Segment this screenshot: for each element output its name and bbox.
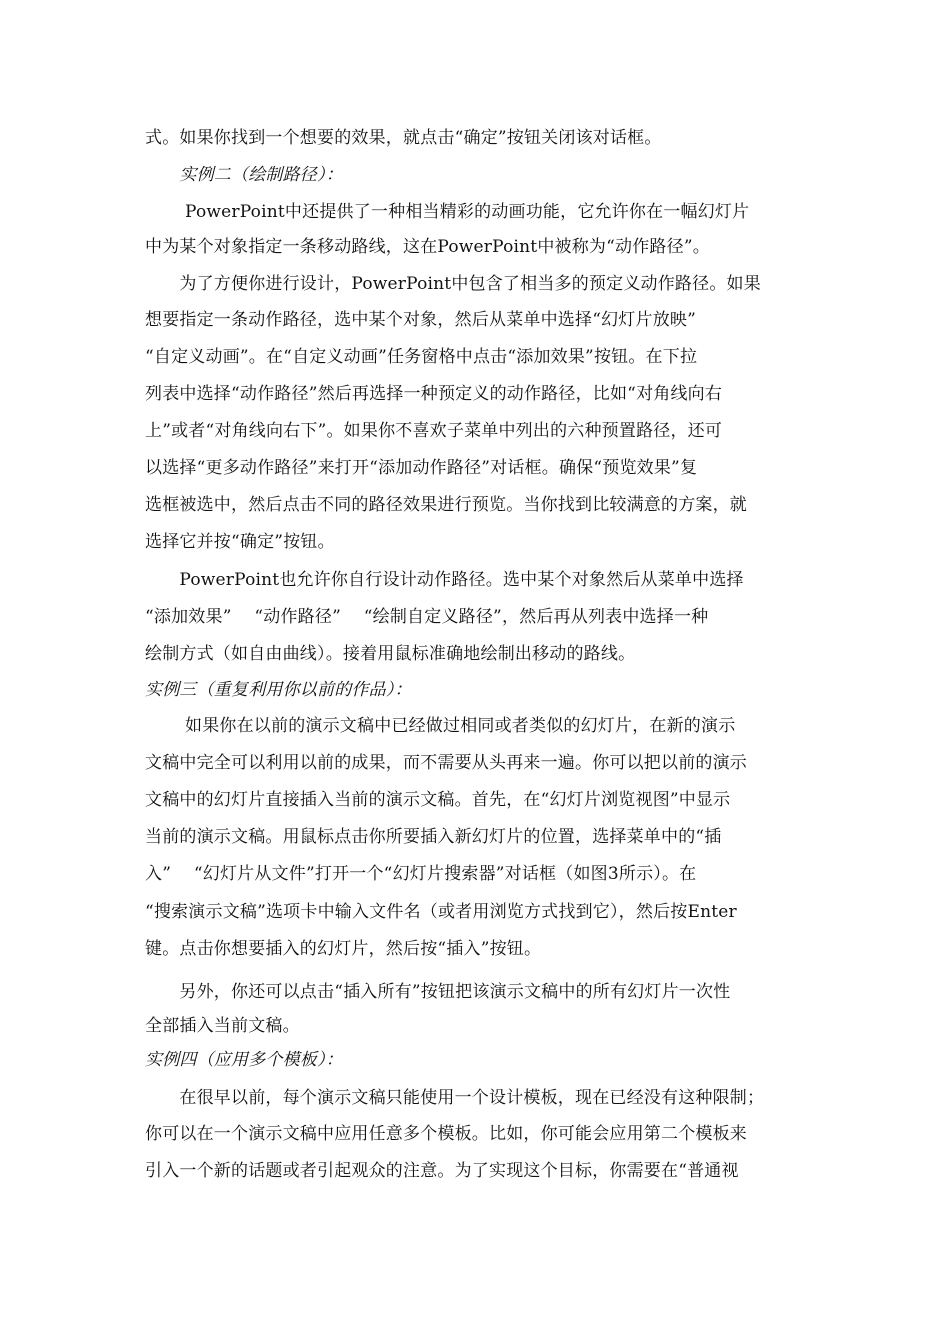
text-line: 式。如果你找到一个想要的效果，就点击“确定”按钮关闭该对话框。 [145,128,662,148]
text-line: 入” “幻灯片从文件”打开一个“幻灯片搜索器”对话框（如图3所示）。在 [145,864,697,884]
text-line: 选择它并按“确定”按钮。 [145,532,335,552]
text-line: 以选择“更多动作路径”来打开“添加动作路径”对话框。确保“预览效果”复 [145,458,698,478]
text-line: 另外，你还可以点击“插入所有”按钮把该演示文稿中的所有幻灯片一次性 [145,982,731,1002]
text-line: “搜索演示文稿”选项卡中输入文件名（或者用浏览方式找到它），然后按Enter [145,902,737,922]
text-line: “自定义动画”。在“自定义动画”任务窗格中点击“添加效果”按钮。在下拉 [145,347,698,367]
text-line: 键。点击你想要插入的幻灯片，然后按“插入”按钮。 [145,939,542,959]
text-line: 列表中选择“动作路径”然后再选择一种预定义的动作路径，比如“对角线向右 [145,384,723,404]
text-line: 想要指定一条动作路径，选中某个对象，然后从菜单中选择“幻灯片放映” [145,310,696,330]
text-line: 为了方便你进行设计，PowerPoint中包含了相当多的预定义动作路径。如果 [145,274,761,294]
text-line: “添加效果” “动作路径” “绘制自定义路径”，然后再从列表中选择一种 [145,607,709,627]
text-line: 在很早以前，每个演示文稿只能使用一个设计模板，现在已经没有这种限制； [145,1088,765,1108]
text-line: 你可以在一个演示文稿中应用任意多个模板。比如，你可能会应用第二个模板来 [145,1124,747,1144]
text-line: 上”或者“对角线向右下”。如果你不喜欢子菜单中列出的六种预置路径，还可 [145,421,723,441]
text-line: 绘制方式（如自由曲线）。接着用鼠标准确地绘制出移动的路线。 [145,644,636,664]
text-line: PowerPoint中还提供了一种相当精彩的动画功能，它允许你在一幅幻灯片 [145,202,750,222]
text-line: 文稿中的幻灯片直接插入当前的演示文稿。首先，在“幻灯片浏览视图”中显示 [145,790,731,810]
text-line: 如果你在以前的演示文稿中已经做过相同或者类似的幻灯片，在新的演示 [145,716,736,736]
text-line: 全部插入当前文稿。 [145,1016,300,1036]
text-line: 引入一个新的话题或者引起观众的注意。为了实现这个目标，你需要在“普通视 [145,1161,739,1181]
section-heading: 实例三（重复利用你以前的作品）： [145,680,412,700]
section-heading: 实例四（应用多个模板）： [145,1050,343,1070]
text-line: 中为某个对象指定一条移动路线，这在PowerPoint中被称为“动作路径”。 [145,237,710,257]
text-line: 选框被选中，然后点击不同的路径效果进行预览。当你找到比较满意的方案，就 [145,495,747,515]
text-line: 文稿中完全可以利用以前的成果，而不需要从头再来一遍。你可以把以前的演示 [145,753,747,773]
text-line: 当前的演示文稿。用鼠标点击你所要插入新幻灯片的位置，选择菜单中的“插 [145,827,722,847]
text-line: PowerPoint也允许你自行设计动作路径。选中某个对象然后从菜单中选择 [145,570,744,590]
section-heading: 实例二（绘制路径）： [145,165,343,185]
